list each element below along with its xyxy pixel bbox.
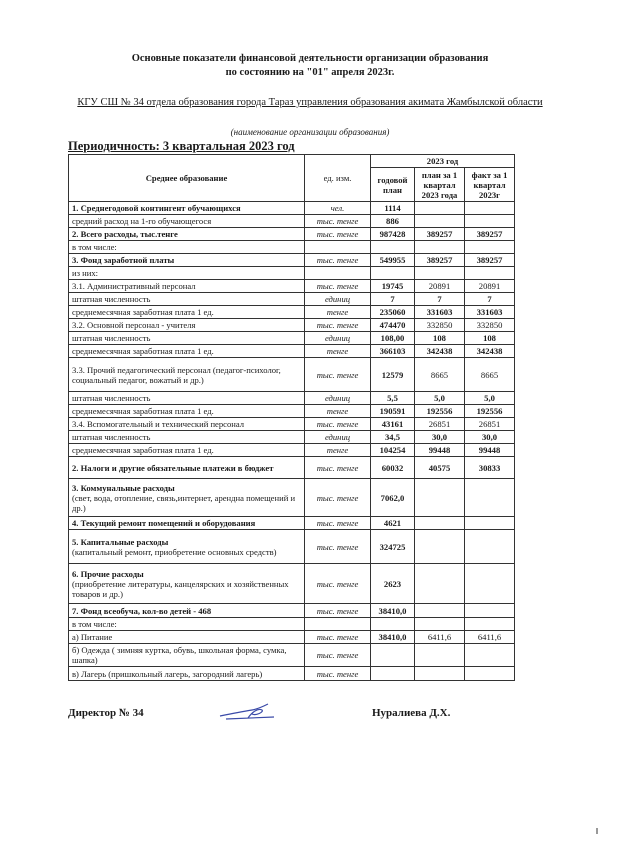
row-plan: 331603 (415, 306, 465, 319)
row-plan (415, 564, 465, 604)
row-fact: 5,0 (465, 392, 515, 405)
table-row (69, 667, 515, 681)
row-name (69, 202, 305, 215)
row-plan (415, 644, 465, 667)
row-fact (465, 517, 515, 530)
row-plan (415, 517, 465, 530)
row-name-text: 2. Всего расходы, тыс.тенге (72, 229, 178, 239)
row-annual: 5,5 (371, 392, 415, 405)
row-plan (415, 215, 465, 228)
table-row (69, 530, 515, 564)
row-annual: 474470 (371, 319, 415, 332)
row-fact (465, 618, 515, 631)
row-fact (465, 215, 515, 228)
director-title: Директор № 34 (68, 707, 144, 719)
row-name (69, 604, 305, 618)
table-row (69, 618, 515, 631)
row-name-text: 3.2. Основной персонал - учителя (72, 320, 196, 330)
row-name (69, 517, 305, 530)
row-name (69, 332, 305, 345)
row-unit (305, 618, 371, 631)
table-row (69, 431, 515, 444)
row-unit: тыс. тенге (305, 517, 371, 530)
financial-indicators-table (68, 154, 515, 681)
row-fact: 331603 (465, 306, 515, 319)
row-name (69, 293, 305, 306)
row-name (69, 228, 305, 241)
title-line-1: Основные показатели финансовой деятельности организации образования (131, 53, 489, 64)
row-plan: 7 (415, 293, 465, 306)
row-name-text: штатная численность (72, 333, 151, 343)
row-annual (371, 644, 415, 667)
row-plan: 30,0 (415, 431, 465, 444)
row-annual (371, 667, 415, 681)
column-header-unit: ед. изм. (305, 155, 371, 202)
table-row (69, 564, 515, 604)
column-header-plan: план за 1 квартал 2023 года (415, 168, 465, 202)
row-unit: тыс. тенге (305, 254, 371, 267)
row-unit: тыс. тенге (305, 457, 371, 479)
row-fact (465, 241, 515, 254)
table-row (69, 457, 515, 479)
row-fact: 8665 (465, 358, 515, 392)
row-unit: тыс. тенге (305, 280, 371, 293)
row-plan: 8665 (415, 358, 465, 392)
row-name-text: среднемесячная заработная плата 1 ед. (72, 445, 214, 455)
row-fact (465, 530, 515, 564)
row-unit: тыс. тенге (305, 319, 371, 332)
row-annual: 987428 (371, 228, 415, 241)
row-plan: 389257 (415, 254, 465, 267)
row-fact (465, 202, 515, 215)
row-plan: 6411,6 (415, 631, 465, 644)
row-name (69, 530, 305, 564)
row-name-text: среднемесячная заработная плата 1 ед. (72, 307, 214, 317)
row-unit: тыс. тенге (305, 358, 371, 392)
row-name (69, 644, 305, 667)
row-annual (371, 618, 415, 631)
row-fact (465, 564, 515, 604)
row-plan (415, 530, 465, 564)
row-unit: тенге (305, 444, 371, 457)
row-plan: 99448 (415, 444, 465, 457)
row-name-text: штатная численность (72, 393, 151, 403)
row-unit: единиц (305, 332, 371, 345)
row-name (69, 405, 305, 418)
row-fact (465, 644, 515, 667)
table-row (69, 215, 515, 228)
row-fact: 6411,6 (465, 631, 515, 644)
column-header-year: 2023 год (371, 155, 515, 168)
row-plan: 192556 (415, 405, 465, 418)
row-fact (465, 604, 515, 618)
row-name-text: средний расход на 1-го обучающегося (72, 216, 212, 226)
table-row (69, 254, 515, 267)
row-name-text: 3.3. Прочий педагогический персонал (педагог-психолог, социальный педагог, вожатый и др.) (72, 364, 281, 385)
row-plan (415, 267, 465, 280)
director-name: Нуралиева Д.Х. (372, 707, 451, 719)
row-name-text: штатная численность (72, 294, 151, 304)
row-annual: 549955 (371, 254, 415, 267)
row-unit: тыс. тенге (305, 644, 371, 667)
signature (218, 698, 278, 724)
row-name-text: среднемесячная заработная плата 1 ед. (72, 406, 214, 416)
row-name (69, 267, 305, 280)
column-header-annual: годовой план (371, 168, 415, 202)
row-name-text: в том числе: (72, 619, 117, 629)
row-name (69, 254, 305, 267)
table-row (69, 306, 515, 319)
row-unit: тыс. тенге (305, 228, 371, 241)
row-annual: 38410,0 (371, 631, 415, 644)
row-unit (305, 241, 371, 254)
row-unit: тенге (305, 345, 371, 358)
table-row (69, 345, 515, 358)
table-row (69, 418, 515, 431)
row-fact (465, 479, 515, 517)
row-name (69, 479, 305, 517)
row-unit: тыс. тенге (305, 604, 371, 618)
row-annual: 38410,0 (371, 604, 415, 618)
row-annual: 60032 (371, 457, 415, 479)
row-fact: 7 (465, 293, 515, 306)
row-unit: тыс. тенге (305, 631, 371, 644)
row-name (69, 431, 305, 444)
row-name (69, 631, 305, 644)
row-annual: 886 (371, 215, 415, 228)
row-unit: тыс. тенге (305, 564, 371, 604)
row-plan: 5,0 (415, 392, 465, 405)
row-name-text: 7. Фонд всеобуча, кол-во детей - 468 (72, 605, 212, 616)
column-header-fact: факт за 1 квартал 2023г (465, 168, 515, 202)
row-name (69, 457, 305, 479)
table-row (69, 293, 515, 306)
table-row (69, 604, 515, 618)
row-plan: 342438 (415, 345, 465, 358)
row-annual: 366103 (371, 345, 415, 358)
row-name (69, 564, 305, 604)
row-annual: 7 (371, 293, 415, 306)
row-name (69, 319, 305, 332)
table-row (69, 280, 515, 293)
row-name-text: штатная численность (72, 432, 151, 442)
table-row (69, 392, 515, 405)
table-row (69, 444, 515, 457)
row-annual: 19745 (371, 280, 415, 293)
row-fact: 30,0 (465, 431, 515, 444)
row-name (69, 418, 305, 431)
row-annual: 108,00 (371, 332, 415, 345)
row-annual: 235060 (371, 306, 415, 319)
row-annual: 2623 (371, 564, 415, 604)
row-unit: тенге (305, 405, 371, 418)
row-fact: 99448 (465, 444, 515, 457)
row-name-text: 3.4. Вспомогательный и технический персонал (72, 419, 245, 429)
row-annual: 190591 (371, 405, 415, 418)
row-unit: тыс. тенге (305, 530, 371, 564)
row-name-detail: (свет, вода, отопление, связь,интернет, арендна помещений и др.) (72, 492, 296, 513)
row-name-text: 6. Прочие расходы (72, 568, 144, 579)
row-name (69, 215, 305, 228)
row-unit: единиц (305, 392, 371, 405)
row-unit: единиц (305, 431, 371, 444)
column-header-name: Среднее образование (69, 155, 305, 202)
scan-mark (596, 828, 598, 834)
row-name-text: б) Одежда ( зимняя куртка, обувь, школьная форма, сумка, шапка) (72, 645, 287, 665)
row-name-text: а) Питание (72, 632, 113, 642)
table-row (69, 479, 515, 517)
row-plan (415, 479, 465, 517)
table-row (69, 319, 515, 332)
row-annual (371, 267, 415, 280)
row-name (69, 358, 305, 392)
table-row (69, 405, 515, 418)
row-plan: 20891 (415, 280, 465, 293)
row-annual: 7062,0 (371, 479, 415, 517)
row-fact: 30833 (465, 457, 515, 479)
row-unit: тыс. тенге (305, 479, 371, 517)
row-name-text: 3.1. Административный персонал (72, 281, 196, 291)
row-fact: 108 (465, 332, 515, 345)
row-fact (465, 267, 515, 280)
row-fact: 389257 (465, 254, 515, 267)
row-name (69, 241, 305, 254)
table-row (69, 267, 515, 280)
row-name-text: 5. Капитальные расходы (72, 536, 169, 547)
row-name-text: 3. Фонд заработной платы (72, 255, 175, 265)
periodicity: Периодичность: 3 квартальная 2023 год (68, 139, 295, 153)
row-name (69, 618, 305, 631)
organization-caption: (наименование организации образования) (230, 127, 390, 137)
row-fact: 332850 (465, 319, 515, 332)
row-name-text: в) Лагерь (пришкольный лагерь, загородний лагерь) (72, 668, 263, 679)
row-unit: тыс. тенге (305, 215, 371, 228)
row-name (69, 345, 305, 358)
table-row (69, 644, 515, 667)
row-fact: 192556 (465, 405, 515, 418)
document-title (60, 52, 560, 80)
row-plan (415, 202, 465, 215)
row-name-detail: (приобретение литературы, канцелярских и хозяйственных товаров и др.) (72, 578, 289, 599)
row-annual: 104254 (371, 444, 415, 457)
table-row (69, 631, 515, 644)
row-plan: 108 (415, 332, 465, 345)
row-plan: 389257 (415, 228, 465, 241)
row-name-text: из них: (72, 268, 99, 278)
row-annual (371, 241, 415, 254)
row-name-text: 4. Текущий ремонт помещений и оборудования (72, 518, 256, 528)
row-name-text: среднемесячная заработная плата 1 ед. (72, 346, 214, 356)
row-annual: 324725 (371, 530, 415, 564)
row-annual: 1114 (371, 202, 415, 215)
row-plan: 40575 (415, 457, 465, 479)
row-name-text: в том числе: (72, 242, 117, 252)
row-fact: 20891 (465, 280, 515, 293)
table-row (69, 358, 515, 392)
row-name-text: 3. Коммунальные расходы (72, 482, 175, 493)
row-name-detail: (капитальный ремонт, приобретение основных средств) (72, 546, 277, 557)
row-unit: тенге (305, 306, 371, 319)
row-annual: 43161 (371, 418, 415, 431)
row-fact: 26851 (465, 418, 515, 431)
title-line-2: по состоянию на "01" апреля 2023г. (225, 67, 395, 78)
row-name (69, 444, 305, 457)
row-unit: тыс. тенге (305, 418, 371, 431)
row-fact (465, 667, 515, 681)
row-plan (415, 241, 465, 254)
row-name (69, 280, 305, 293)
row-name (69, 306, 305, 319)
organization-name: КГУ СШ № 34 отдела образования города Тараз управления образования акимата Жамбылской области (77, 97, 543, 108)
row-name-text: 1. Среднегодовой контингент обучающихся (72, 203, 241, 213)
table-row (69, 241, 515, 254)
row-unit: тыс. тенге (305, 667, 371, 681)
row-fact: 342438 (465, 345, 515, 358)
row-name (69, 392, 305, 405)
table-row (69, 517, 515, 530)
row-name (69, 667, 305, 681)
table-row (69, 332, 515, 345)
row-plan (415, 618, 465, 631)
row-unit: единиц (305, 293, 371, 306)
row-plan: 332850 (415, 319, 465, 332)
row-plan (415, 604, 465, 618)
row-name-text: 2. Налоги и другие обязательные платежи в бюджет (72, 462, 274, 473)
row-annual: 12579 (371, 358, 415, 392)
table-row (69, 202, 515, 215)
row-annual: 4621 (371, 517, 415, 530)
row-annual: 34,5 (371, 431, 415, 444)
row-fact: 389257 (465, 228, 515, 241)
row-unit: чел. (305, 202, 371, 215)
table-row (69, 228, 515, 241)
row-plan: 26851 (415, 418, 465, 431)
row-unit (305, 267, 371, 280)
row-plan (415, 667, 465, 681)
